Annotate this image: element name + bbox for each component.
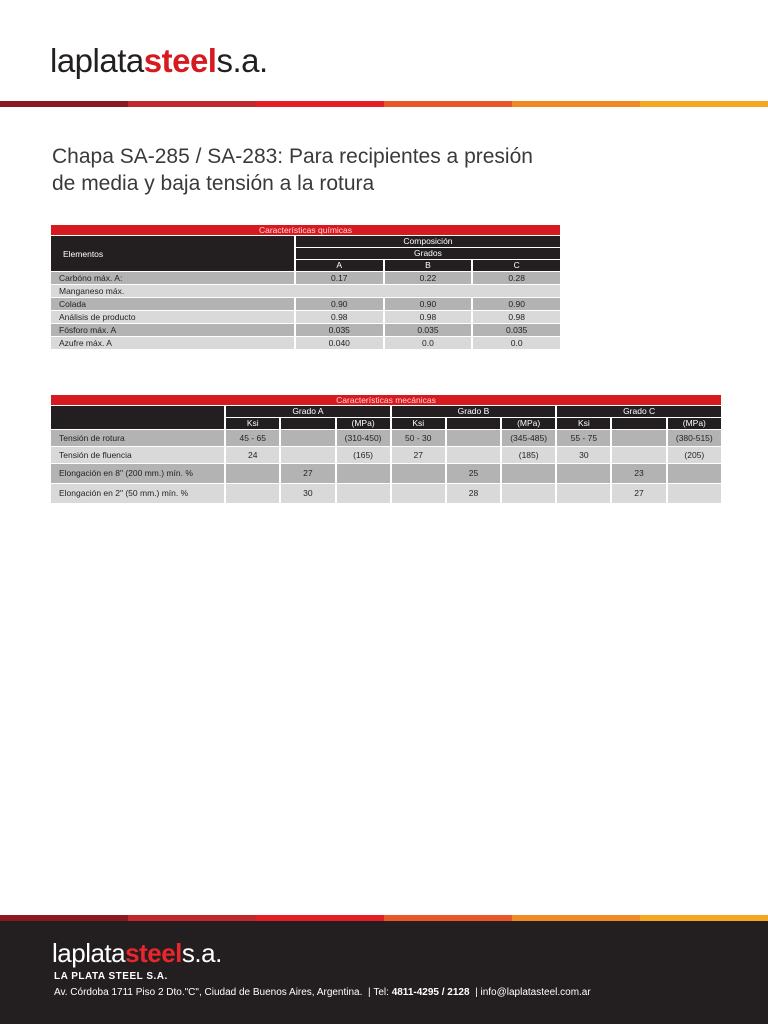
- chem-grade-b-header: B: [385, 260, 472, 271]
- footer-color-stripe: [0, 915, 768, 921]
- logo-text-laplata: laplata: [50, 42, 144, 79]
- mech-grade-a-header: Grado A: [226, 406, 390, 417]
- table-row: [51, 311, 560, 323]
- stripe-segment: [640, 101, 768, 107]
- unit-mpa-header: (MPa): [502, 418, 555, 429]
- cell-value: 0.035: [473, 324, 560, 336]
- cell-value: 25: [447, 464, 500, 483]
- cell-value: 0.90: [385, 298, 472, 310]
- phone-number: 4811-4295 / 2128: [391, 987, 470, 998]
- chem-grades-header: Grados: [296, 248, 560, 259]
- table-row: [51, 430, 721, 446]
- unit-blank-header: [281, 418, 334, 429]
- logo-text-laplata: laplata: [52, 938, 126, 968]
- cell-value: [337, 464, 390, 483]
- unit-mpa-header: (MPa): [337, 418, 390, 429]
- cell-value: (310-450): [337, 430, 390, 446]
- cell-value: [447, 447, 500, 463]
- cell-value: [226, 464, 279, 483]
- chem-composition-header: Composición: [296, 236, 560, 247]
- table-row: [51, 272, 560, 284]
- table-row: [51, 285, 560, 297]
- cell-value: [281, 430, 334, 446]
- cell-value: 24: [226, 447, 279, 463]
- cell-value: [226, 484, 279, 503]
- cell-value: [281, 447, 334, 463]
- row-label: Fósforo máx. A: [51, 324, 294, 336]
- cell-value: 23: [612, 464, 665, 483]
- header-logo: [50, 42, 268, 80]
- chemical-characteristics-table: [49, 224, 562, 350]
- address-text: Av. Córdoba 1711 Piso 2 Dto."C", Ciudad de Buenos Aires, Argentina.: [54, 987, 363, 998]
- cell-value: [502, 464, 555, 483]
- table-row: [51, 298, 560, 310]
- cell-value: [392, 464, 445, 483]
- chem-grade-a-header: A: [296, 260, 383, 271]
- stripe-segment: [512, 915, 640, 921]
- unit-mpa-header: (MPa): [668, 418, 721, 429]
- cell-value: [337, 484, 390, 503]
- row-label: Manganeso máx.: [51, 285, 560, 297]
- cell-value: (165): [337, 447, 390, 463]
- unit-ksi-header: Ksi: [392, 418, 445, 429]
- cell-value: 45 - 65: [226, 430, 279, 446]
- row-label: Elongación en 8" (200 mm.) mín. %: [51, 464, 224, 483]
- stripe-segment: [256, 101, 384, 107]
- cell-value: 0.28: [473, 272, 560, 284]
- cell-value: 0.98: [473, 311, 560, 323]
- header-color-stripe: [0, 101, 768, 107]
- cell-value: [668, 464, 721, 483]
- unit-ksi-header: Ksi: [226, 418, 279, 429]
- unit-blank-header: [447, 418, 500, 429]
- tel-label: Tel:: [373, 987, 389, 998]
- row-label: Azufre máx. A: [51, 337, 294, 349]
- cell-value: (345-485): [502, 430, 555, 446]
- cell-value: 0.17: [296, 272, 383, 284]
- stripe-segment: [384, 915, 512, 921]
- logo-text-sa: s.a.: [181, 938, 222, 968]
- unit-blank-header: [612, 418, 665, 429]
- contact-line: Av. Córdoba 1711 Piso 2 Dto."C", Ciudad de Buenos Aires, Argentina. | Tel: 4811-4295 / 2128 | info@laplatasteel.com.ar: [54, 987, 591, 998]
- stripe-segment: [0, 915, 128, 921]
- cell-value: (185): [502, 447, 555, 463]
- chem-grade-c-header: C: [473, 260, 560, 271]
- stripe-segment: [128, 915, 256, 921]
- cell-value: 27: [392, 447, 445, 463]
- footer-logo: [52, 938, 222, 969]
- row-label: Análisis de producto: [51, 311, 294, 323]
- logo-text-steel: steel: [125, 938, 182, 968]
- table-row: [51, 484, 721, 503]
- stripe-segment: [0, 101, 128, 107]
- row-label: Tensión de fluencia: [51, 447, 224, 463]
- row-label: Tensión de rotura: [51, 430, 224, 446]
- title-line-1: Chapa SA-285 / SA-283: Para recipientes a presión: [52, 145, 533, 168]
- cell-value: (380-515): [668, 430, 721, 446]
- cell-value: [557, 464, 610, 483]
- cell-value: 0.90: [296, 298, 383, 310]
- cell-value: [502, 484, 555, 503]
- cell-value: 27: [612, 484, 665, 503]
- cell-value: 27: [281, 464, 334, 483]
- stripe-segment: [384, 101, 512, 107]
- logo-text-sa: s.a.: [216, 42, 268, 79]
- cell-value: 50 - 30: [392, 430, 445, 446]
- row-label: Colada: [51, 298, 294, 310]
- cell-value: 0.040: [296, 337, 383, 349]
- cell-value: [557, 484, 610, 503]
- footer: [0, 915, 768, 1024]
- stripe-segment: [256, 915, 384, 921]
- cell-value: 30: [557, 447, 610, 463]
- mech-blank-header: [51, 406, 224, 429]
- logo-text-steel: steel: [143, 42, 217, 79]
- cell-value: 0.035: [296, 324, 383, 336]
- cell-value: 0.035: [385, 324, 472, 336]
- cell-value: 0.0: [473, 337, 560, 349]
- mech-grade-c-header: Grado C: [557, 406, 721, 417]
- mech-caption: Características mecánicas: [51, 395, 721, 405]
- chem-elements-header: Elementos: [51, 236, 294, 271]
- cell-value: 30: [281, 484, 334, 503]
- stripe-segment: [128, 101, 256, 107]
- page-title: [52, 143, 612, 197]
- row-label: Elongación en 2" (50 mm.) mín. %: [51, 484, 224, 503]
- cell-value: 55 - 75: [557, 430, 610, 446]
- mechanical-characteristics-table: [49, 394, 723, 504]
- unit-ksi-header: Ksi: [557, 418, 610, 429]
- row-label: Carbóno máx. A:: [51, 272, 294, 284]
- cell-value: (205): [668, 447, 721, 463]
- table-row: [51, 447, 721, 463]
- table-row: [51, 324, 560, 336]
- email-link[interactable]: info@laplatasteel.com.ar: [480, 987, 591, 998]
- cell-value: [447, 430, 500, 446]
- stripe-segment: [640, 915, 768, 921]
- cell-value: 0.22: [385, 272, 472, 284]
- cell-value: 28: [447, 484, 500, 503]
- table-row: [51, 337, 560, 349]
- chem-caption: Características químicas: [51, 225, 560, 235]
- title-line-2: de media y baja tensión a la rotura: [52, 172, 375, 195]
- cell-value: 0.90: [473, 298, 560, 310]
- cell-value: 0.98: [296, 311, 383, 323]
- cell-value: [668, 484, 721, 503]
- cell-value: 0.0: [385, 337, 472, 349]
- mech-grade-b-header: Grado B: [392, 406, 556, 417]
- cell-value: 0.98: [385, 311, 472, 323]
- table-row: [51, 464, 721, 483]
- cell-value: [612, 447, 665, 463]
- cell-value: [392, 484, 445, 503]
- cell-value: [612, 430, 665, 446]
- company-name: LA PLATA STEEL S.A.: [54, 971, 168, 982]
- stripe-segment: [512, 101, 640, 107]
